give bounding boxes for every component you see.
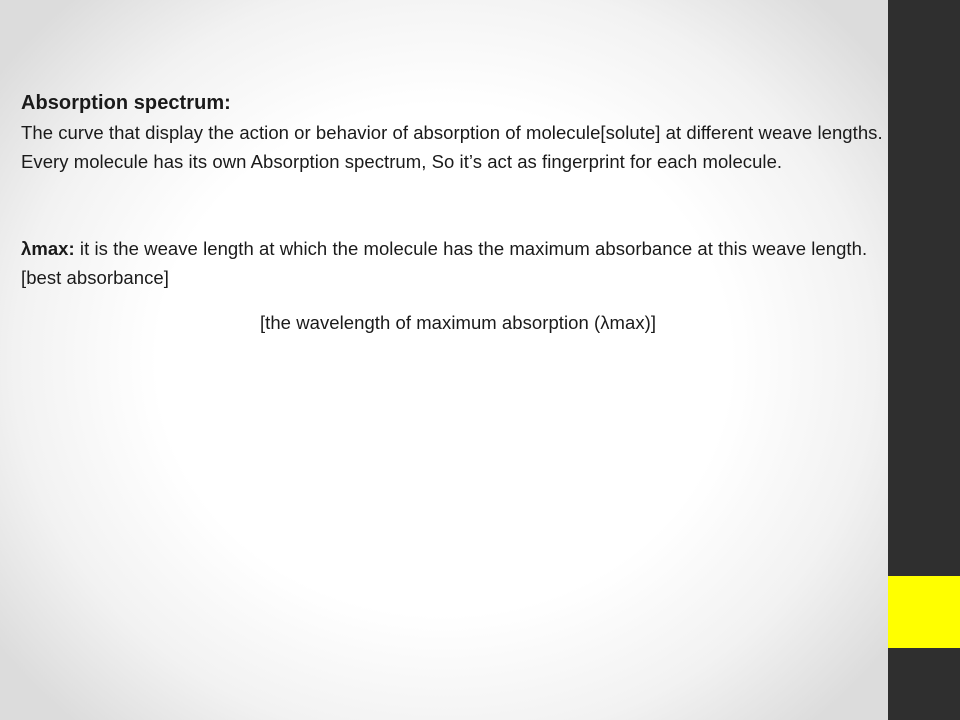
lambda-max-definition: it is the weave length at which the molecule has the maximum absorbance at this weave length.[best absorbance] bbox=[21, 238, 868, 288]
lambda-max-note: [the wavelength of maximum absorption (λmax)] bbox=[259, 312, 657, 333]
paragraph-spacer bbox=[21, 176, 901, 234]
side-accent-block bbox=[888, 576, 960, 648]
slide-content bbox=[21, 88, 901, 337]
lambda-max-paragraph bbox=[21, 234, 901, 292]
lambda-max-term: λmax: bbox=[21, 238, 75, 259]
definition-paragraph: The curve that display the action or behavior of absorption of molecule[solute] at different weave lengths. Every molecule has its own Absorption spectrum, So it’s act as fingerprint for each molecule. bbox=[21, 122, 883, 172]
section-heading: Absorption spectrum: bbox=[21, 92, 231, 114]
